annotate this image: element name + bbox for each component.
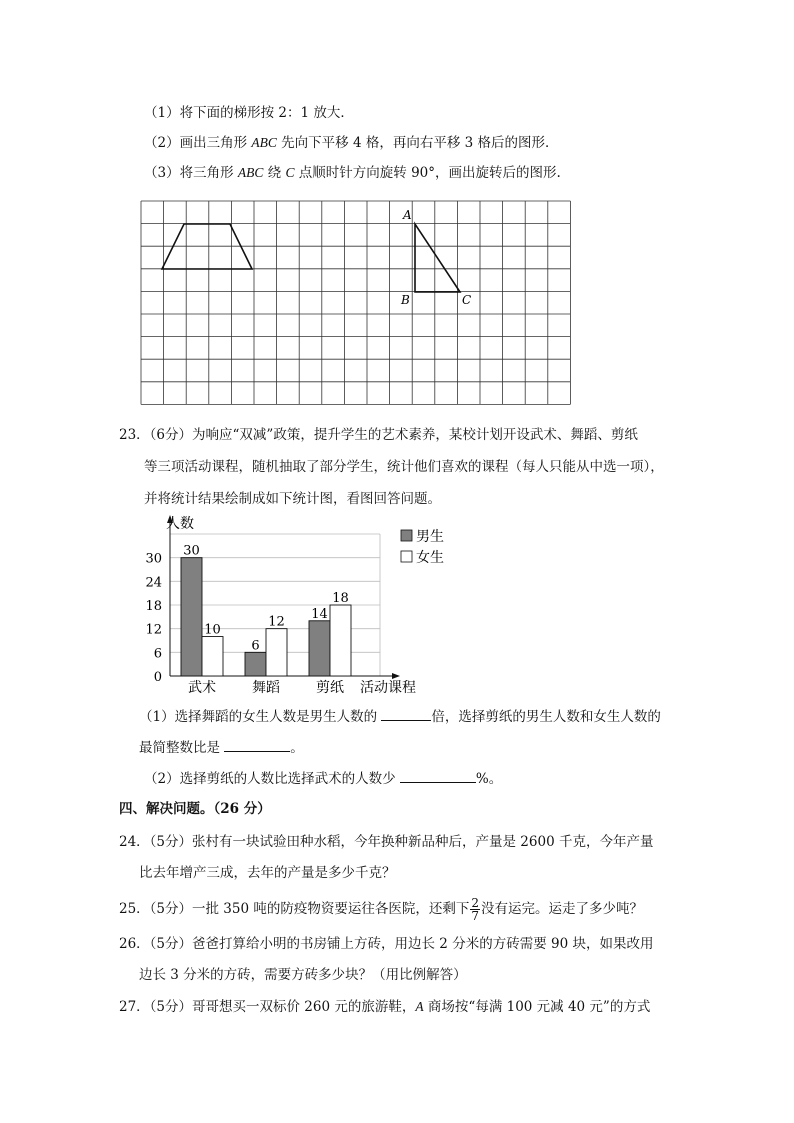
q22-part2-text-a: （2）画出三角形 [144, 135, 252, 151]
chart-legend [401, 528, 444, 566]
q22-part2-text-b: 先向下平移 4 格，再向右平移 3 格后的图形． [276, 135, 559, 151]
triangle-abc-shape [415, 224, 460, 292]
chart-bar [309, 621, 330, 676]
q26-line2: 边长 3 分米的方砖，需要方砖多少块？（用比例解答） [139, 967, 467, 983]
chart-value-label: 14 [311, 606, 328, 622]
chart-value-label: 18 [332, 591, 349, 606]
q25-fraction-numerator: 2 [471, 896, 480, 910]
q22-part1: （1）将下面的梯形按 2：1 放大． [144, 105, 354, 121]
chart-ytick-label: 24 [145, 575, 162, 591]
chart-bar [330, 605, 351, 676]
chart-value-label: 6 [251, 638, 260, 654]
q23-sub1-text-d: 。 [290, 740, 304, 756]
q25-line [119, 897, 643, 922]
q22-part3-c: C [285, 165, 295, 180]
q23-line1: 23．（6分）为响应“双减”政策，提升学生的艺术素养，某校计划开设武术、舞蹈、剪纸 [119, 427, 638, 443]
label-b: B [401, 293, 410, 307]
legend-label-boys: 男生 [416, 529, 444, 545]
legend-swatch-girls [401, 551, 412, 562]
answer-blank-2[interactable] [224, 737, 290, 752]
chart-ytick-label: 6 [153, 646, 162, 662]
q25-text-b: 没有运完。运走了多少吨？ [481, 901, 644, 917]
q25-fraction-denominator: 7 [471, 909, 480, 923]
q24-line1: 24．（5分）张村有一块试验田种水稻，今年换种新品种后，产量是 2600 千克，今年产量 [119, 834, 654, 850]
chart-bar [181, 558, 202, 676]
chart-category-label: 武术 [188, 680, 216, 696]
label-a: A [403, 208, 412, 222]
answer-blank-1[interactable] [381, 706, 431, 721]
q23-line2: 等三项活动课程，随机抽取了部分学生，统计他们喜欢的课程（每人只能从中选一项）， [144, 459, 664, 475]
q23-sub2-text-a: （2）选择剪纸的人数比选择武术的人数少 [144, 771, 400, 787]
chart-ytick-label: 0 [153, 670, 162, 685]
q25-text-a: 25．（5分）一批 350 吨的防疫物资要运往各医院，还剩下 [119, 901, 470, 917]
chart-xlabel: 活动课程 [360, 680, 416, 696]
chart-x-arrow [392, 673, 400, 679]
q23-sub1-text-c: 最简整数比是 [139, 740, 225, 756]
chart-value-label: 10 [204, 622, 221, 638]
chart-category-label: 剪纸 [316, 680, 344, 696]
answer-blank-3[interactable] [400, 768, 476, 783]
q22-part2-abc: ABC [251, 135, 277, 150]
chart-ytick-label: 18 [145, 599, 162, 614]
chart-bar [245, 652, 266, 676]
chart-ytick-label: 12 [145, 622, 162, 638]
q23-sub2 [144, 768, 502, 788]
q23-sub1-text-b: 倍，选择剪纸的男生人数和女生人数的 [431, 709, 661, 725]
label-c: C [462, 293, 472, 307]
legend-swatch-boys [401, 530, 412, 541]
q23-line3: 并将统计结果绘制成如下统计图，看图回答问题。 [144, 491, 441, 507]
q27-text-b: 商场按“每满 100 元减 40 元”的方式 [423, 999, 651, 1015]
chart-category-label: 舞蹈 [252, 680, 280, 696]
chart-ytick-label: 30 [145, 551, 162, 567]
section4-title: 四、解决问题。（26 分） [119, 801, 271, 817]
q22-part3-abc: ABC [237, 165, 264, 180]
q22-grid-figure [138, 196, 578, 412]
q22-part2 [144, 134, 559, 152]
q26-line1: 26．（5分）爸爸打算给小明的书房铺上方砖，用边长 2 分米的方砖需要 90 块，如果改用 [119, 936, 654, 952]
bar-chart [130, 510, 444, 700]
chart-bar [266, 629, 287, 676]
chart-value-label: 30 [183, 543, 200, 559]
legend-label-girls: 女生 [416, 550, 444, 566]
q24-line2: 比去年增产三成，去年的产量是多少千克？ [139, 865, 396, 881]
q23-sub1-line1 [139, 706, 661, 726]
q22-part3-text-b: 绕 [263, 165, 286, 181]
chart-ylabel: 人数 [166, 516, 194, 532]
chart-bar [202, 637, 223, 676]
q22-part3 [144, 164, 561, 182]
q22-part3-text-d: 点顺时针方向旋转 90°，画出旋转后的图形. [294, 165, 561, 181]
q22-part3-text-a: （3）将三角形 [144, 165, 238, 181]
grid-lines [141, 201, 570, 404]
q25-fraction [470, 897, 480, 922]
q27-line [119, 998, 650, 1016]
q23-sub1-text-a: （1）选择舞蹈的女生人数是男生人数的 [139, 709, 382, 725]
q27-text-a: 27．（5分）哥哥想买一双标价 260 元的旅游鞋， [119, 999, 416, 1015]
q23-sub1-line2 [139, 737, 304, 757]
q23-sub2-text-b: %。 [475, 771, 503, 787]
chart-value-label: 12 [268, 614, 285, 630]
q27-store-label: A [415, 999, 424, 1014]
